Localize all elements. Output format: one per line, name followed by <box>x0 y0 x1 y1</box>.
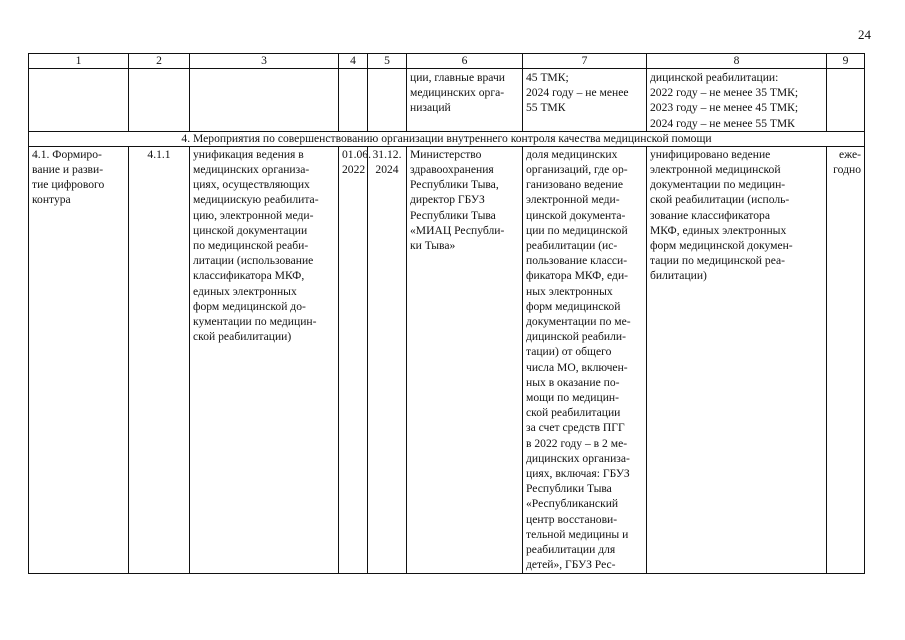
table-cell <box>827 69 865 132</box>
section-title: 4. Мероприятия по совершенствованию организации внутреннего контроля качества медицинской помощи <box>29 131 865 146</box>
item-number-cell: 4.1.1 <box>129 146 190 573</box>
column-number: 5 <box>368 54 407 69</box>
section-row <box>29 131 865 146</box>
end-date-cell: 31.12. 2024 <box>368 146 407 573</box>
column-number: 1 <box>29 54 129 69</box>
frequency-cell: еже- годно <box>827 146 865 573</box>
table-cell <box>190 69 339 132</box>
column-number: 6 <box>407 54 523 69</box>
continued-row <box>29 69 865 132</box>
table-cell <box>368 69 407 132</box>
column-number: 8 <box>647 54 827 69</box>
indicator-cell: 45 ТМК; 2024 году – не менее 55 ТМК <box>523 69 647 132</box>
table-cell <box>29 69 129 132</box>
column-number: 9 <box>827 54 865 69</box>
direction-cell: 4.1. Формиро- вание и разви- тие цифрового контура <box>29 146 129 573</box>
measure-row <box>29 146 865 573</box>
table-cell <box>339 69 368 132</box>
start-date-cell: 01.06. 2022 <box>339 146 368 573</box>
measures-table <box>28 53 865 574</box>
responsible-cell: ции, главные врачи медицинских орга- низаций <box>407 69 523 132</box>
indicator-cell: доля медицинских организаций, где ор- ганизовано ведение электронной меди- цинской документа- ции по медицинской реабилитации (ис- пользование класси- фикатора МКФ, еди- ных электронных форм медицинской документации по ме- дицинской реабили- тации) от общего числа МО, включен- ных в оказание по- мощи по медицин- ской реабилитации за счет средств ПГГ в 2022 году – в 2 ме- дицинских организа- циях, включая: ГБУЗ Республики Тыва «Республиканский центр восстанови- тельной медицины и реабилитации для детей», ГБУЗ Рес- <box>523 146 647 573</box>
result-cell: дицинской реабилитации: 2022 году – не менее 35 ТМК; 2023 году – не менее 45 ТМК; 2024 году – не менее 55 ТМК <box>647 69 827 132</box>
responsible-cell: Министерство здравоохранения Республики Тыва, директор ГБУЗ Республики Тыва «МИАЦ Республи- ки Тыва» <box>407 146 523 573</box>
column-number: 2 <box>129 54 190 69</box>
column-number: 3 <box>190 54 339 69</box>
result-cell: унифицировано ведение электронной медицинской документации по медицин- ской реабилитации (исполь- зование классификатора МКФ, единых электронных форм медицинской докумен- тации по медицинской реа- билитации) <box>647 146 827 573</box>
table-cell <box>129 69 190 132</box>
column-numbers-row <box>29 54 865 69</box>
measure-name-cell: унификация ведения в медицинских организа- циях, осуществляющих медициискую реабилита- цию, электронной меди- цинской документации по медицинской реаби- литации (использование классификатора МКФ, единых электронных форм медицинской до- кументации по медицин- ской реабилитации) <box>190 146 339 573</box>
page-number: 24 <box>858 27 871 42</box>
column-number: 4 <box>339 54 368 69</box>
column-number: 7 <box>523 54 647 69</box>
